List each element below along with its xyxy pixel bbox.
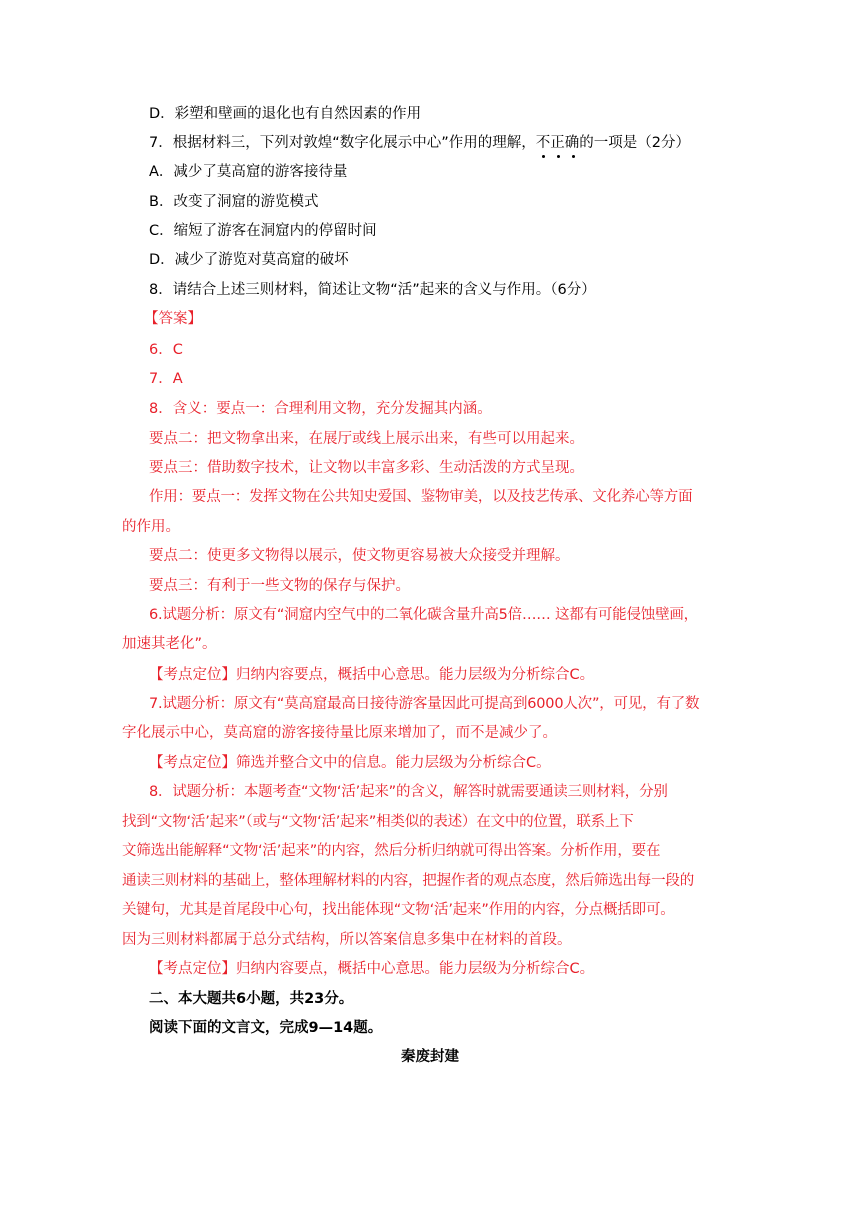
- question-7-suffix: 的一项是（2分）: [579, 135, 690, 151]
- keypoint-8: 【考点定位】归纳内容要点，概括中心意思。能力层级为分析综合C。: [149, 961, 595, 977]
- answer-label: 【答案】: [144, 311, 202, 327]
- analysis-6: 6.试题分析：原文有“洞窟内空气中的二氧化碳含量升高5倍…… 这都有可能侵蚀壁画，: [149, 607, 698, 623]
- answer-8-function-3: 要点三：有利于一些文物的保存与保护。: [149, 578, 410, 594]
- analysis-6-cont: 加速其老化”。: [122, 636, 217, 652]
- analysis-8-line-5: 关键句，尤其是首尾段中心句，找出能体现“文物‘活’起来”作用的内容，分点概括即可。: [122, 902, 675, 918]
- q7-option-c: C．缩短了游客在洞窟内的停留时间: [149, 223, 377, 239]
- analysis-7-cont: 字化展示中心，莫高窟的游客接待量比原来增加了，而不是减少了。: [122, 725, 557, 741]
- keypoint-7: 【考点定位】筛选并整合文中的信息。能力层级为分析综合C。: [149, 755, 551, 771]
- section-2-heading: 二、本大题共6小题，共23分。: [149, 991, 354, 1007]
- answer-8-function-cont: 的作用。: [122, 519, 180, 535]
- q7-option-a: A．减少了莫高窟的游客接待量: [149, 164, 348, 180]
- question-8: 8．请结合上述三则材料，简述让文物“活”起来的含义与作用。（6分）: [149, 282, 596, 298]
- analysis-8-line-4: 通读三则材料的基础上，整体理解材料的内容，把握作者的观点态度，然后筛选出每一段的: [122, 873, 694, 889]
- section-2-instruction: 阅读下面的文言文，完成9—14题。: [149, 1020, 383, 1036]
- answer-8-point-3: 要点三：借助数字技术，让文物以丰富多彩、生动活泼的方式呈现。: [149, 460, 584, 476]
- answer-8-function: 作用：要点一：发挥文物在公共知史爱国、鉴物审美，以及技艺传承、文化养心等方面: [149, 489, 693, 505]
- answer-8-point-2: 要点二：把文物拿出来，在展厅或线上展示出来，有些可以用起来。: [149, 431, 584, 447]
- question-7-emphasis: 不正确: [536, 135, 580, 151]
- q6-option-d: D．彩塑和壁画的退化也有自然因素的作用: [149, 106, 422, 122]
- analysis-8-line-2: 找到“文物‘活’起来”（或与“文物‘活’起来”相类似的表述）在文中的位置，联系上下: [122, 814, 634, 830]
- passage-title: 秦废封建: [401, 1049, 459, 1065]
- emphasis-dot: [557, 155, 560, 158]
- answer-7: 7．A: [149, 371, 183, 387]
- emphasis-dot: [572, 155, 575, 158]
- keypoint-6: 【考点定位】归纳内容要点，概括中心意思。能力层级为分析综合C。: [149, 667, 595, 683]
- answer-8-function-2: 要点二：使更多文物得以展示，使文物更容易被大众接受并理解。: [149, 548, 570, 564]
- question-7-prefix: 7．根据材料三，下列对敦煌“数字化展示中心”作用的理解，: [149, 135, 536, 151]
- q7-option-d: D．减少了游览对莫高窟的破坏: [149, 252, 349, 268]
- analysis-8-line-1: 8．试题分析：本题考查“文物‘活’起来”的含义，解答时就需要通读三则材料，分别: [149, 784, 668, 800]
- answer-8-meaning: 8．含义：要点一：合理利用文物，充分发掘其内涵。: [149, 401, 492, 417]
- emphasis-dot: [542, 155, 545, 158]
- question-7: [149, 133, 743, 153]
- analysis-8-line-6: 因为三则材料都属于总分式结构，所以答案信息多集中在材料的首段。: [122, 932, 572, 948]
- analysis-8-line-3: 文筛选出能解释“文物‘活’起来”的内容，然后分析归纳就可得出答案。分析作用，要在: [122, 843, 661, 859]
- answer-6: 6．C: [149, 342, 183, 358]
- q7-option-b: B．改变了洞窟的游览模式: [149, 194, 319, 210]
- analysis-7: 7.试题分析：原文有“莫高窟最高日接待游客量因此可提高到6000人次”，可见，有了数: [149, 696, 700, 712]
